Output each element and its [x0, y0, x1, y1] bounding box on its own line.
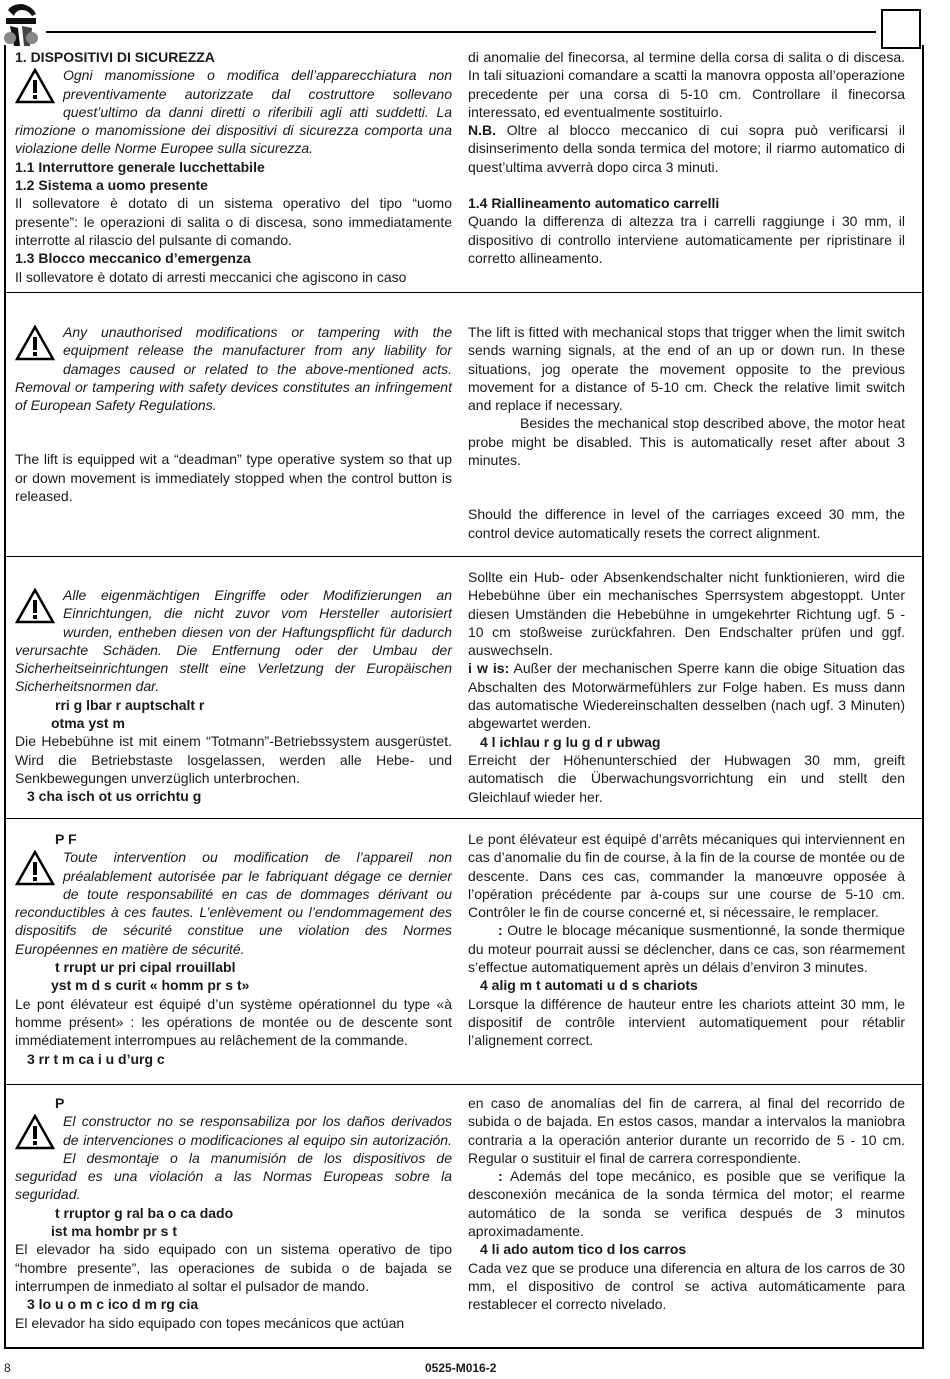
safety-warning-text: El constructor no se responsabiliza por los daños derivados de intervenciones o modificaciones al equipo sin autorización. El desmontaje o la manumisión de los dispositivos de seguridad es una violación a las Normas Europeas sobre la seguridad. — [15, 1113, 452, 1203]
section-heading: 4 li ado autom tico d los carros — [480, 1241, 687, 1258]
section-en-left — [15, 305, 452, 505]
body-paragraph: The lift is fitted with mechanical stops that trigger when the limit switch sends warning signals, at the end of an up or down run. In these situations, jog operate the movement opposite to the previous movement for a distance of 5-10 cm. Check the relative limit switch and replace if necessary. — [468, 324, 905, 414]
section-heading: otma yst m — [51, 715, 125, 732]
section-de-right — [468, 568, 905, 806]
body-paragraph: Die Hebebühne ist mit einem “Totmann”-Betriebssystem ausgerüstet. Wird die Betriebstaste losgelassen, werden alle Hebe- und Senkbewegungen unverzüglich unterbrochen. — [15, 733, 452, 786]
body-paragraph: en caso de anomalías del fin de carrera, al final del recorrido de subida o de bajada. En estos casos, mandar a intervalos la maniobra contraria a la operación anterior durante un recorrido de 5 - 10 cm. Regular o sustituir el final de carrera correspondiente. — [468, 1095, 905, 1166]
body-paragraph: Quando la differenza di altezza tra i carrelli raggiunge i 30 mm, il dispositivo di controllo interviene automaticamente per ripristinare il corretto allineamento. — [468, 213, 905, 266]
body-paragraph: Besides the mechanical stop described above, the motor heat probe might be disabled. This is automatically reset after about 3 minutes. — [468, 415, 905, 469]
warning-triangle-icon — [15, 850, 55, 886]
section-fr-left — [15, 830, 452, 1068]
section-heading: t rrupt ur pri cipal rrouillabl — [55, 959, 236, 976]
body-paragraph: El elevador ha sido equipado con un sistema operativo de tipo “hombre presente”, las operaciones de subida o de bajada se interrumpen de inmediato al soltar el pulsador de mando. — [15, 1241, 452, 1294]
section-heading: 1.1 Interruttore generale lucchettabile — [15, 158, 265, 175]
section-es-right — [468, 1094, 905, 1314]
body-paragraph: Sollte ein Hub- oder Absenkendschalter nicht funktionieren, wird die Hebebühne über ein mechanisches Sperrsystem abgestoppt. Unter diesen Umständen die Hebebühne in umgekehrter Richtung ugf. 5 - 10 cm stoßweise zurückfahren. Den Endschalter prüfen und ggf. auswechseln. — [468, 569, 905, 659]
section-heading: 1.3 Blocco meccanico d’emergenza — [15, 250, 251, 267]
warning-triangle-icon — [15, 325, 55, 361]
section-divider — [4, 292, 922, 293]
body-paragraph: di anomalie del finecorsa, al termine della corsa di salita o di discesa. In tali situazioni comandare a scatti la manovra opposta all’operazione precedente per una corsa di 5-10 cm. Controllare il finecorsa interessato, ed eventualmente sostituirlo. — [468, 49, 905, 120]
section-heading: 3 cha isch ot us orrichtu g — [27, 788, 202, 805]
section-heading: P — [55, 1095, 65, 1111]
section-es-left — [15, 1094, 452, 1332]
body-paragraph: El elevador ha sido equipado con topes mecánicos que actúan — [15, 1314, 405, 1331]
page-box — [881, 9, 921, 49]
spacer — [15, 568, 452, 586]
body-paragraph: Il sollevatore è dotato di un sistema operativo del tipo “uomo presente”: le operazioni di salita o di discesa, sono immediatamente interrotte al rilascio del pulsante di comando. — [15, 195, 452, 248]
section-it-right — [468, 48, 905, 267]
safety-warning-text: Alle eigenmächtigen Eingriffe oder Modifizierungen an Einrichtungen, die nicht zuvor vom Hersteller autorisiert wurden, entheben diesen von der Haftungspflicht für dadurch verursachte Schäden. Die Entfernung oder der Umbau der Sicherheitseinrichtungen stellt eine Verletzung der Europäischen Sicherheitsnormen dar. — [15, 587, 452, 695]
warning-triangle-icon — [15, 68, 55, 104]
section-heading: 1.4 Riallineamento automatico carrelli — [468, 195, 720, 212]
section-en-right — [468, 305, 905, 542]
section-de-left — [15, 568, 452, 806]
section-heading: yst m d s curit « homm pr s t» — [51, 977, 250, 994]
section-heading: t rruptor g ral ba o ca dado — [55, 1204, 234, 1221]
section-divider — [4, 556, 922, 557]
note-paragraph: : Además del tope mecánico, es posible que se verifique la desconexión mecánica de la sonda térmica del motor; el rearme automático de la sonda se verifica después de 3 minutos aproximadamente. — [468, 1168, 905, 1240]
safety-warning-text: Ogni manomissione o modifica dell’apparecchiatura non preventivamente autorizzate dal costruttore sollevano quest’ultimo da danni diretti o riferibili agli atti suddetti. La rimozione o manomissione dei dispositivi di sicurezza comporta una violazione delle Norme Europee sulla sicurezza. — [15, 67, 452, 157]
spacer — [15, 432, 452, 450]
section-heading: 1. DISPOSITIVI DI SICUREZZA — [15, 49, 215, 65]
spacer — [468, 487, 905, 505]
body-paragraph: Lorsque la différence de hauteur entre les chariots atteint 30 mm, le dispositif de contrôle intervient automatiquement pour rétablir l’alignement correct. — [468, 995, 905, 1049]
header-rule — [46, 31, 876, 33]
safety-warning-text: Toute intervention ou modification de l’appareil non préalablement autorisée par le fabriquant dégage ce dernier de toute responsabilité en cas de dommages dérivant ou reconductibles à ces fautes. L’enlèvement ou l’endommagement des dispositifs de sécurité constitue une violation des Normes Européennes en matière de sécurité. — [15, 849, 452, 957]
body-paragraph: Should the difference in level of the carriages exceed 30 mm, the control device automatically resets the correct alignment. — [468, 506, 905, 541]
section-fr-right — [468, 830, 905, 1050]
section-heading: 4 alig m t automati u d s chariots — [480, 977, 698, 994]
section-heading: P F — [55, 831, 77, 847]
section-it-left — [15, 48, 452, 286]
spacer — [468, 305, 905, 323]
body-paragraph: Il sollevatore è dotato di arresti meccanici che agiscono in caso — [15, 268, 407, 285]
section-heading: 3 rr t m ca i u d’urg c — [27, 1050, 165, 1067]
spacer — [468, 176, 905, 194]
section-heading: ist ma hombr pr s t — [51, 1223, 178, 1240]
spacer — [468, 469, 905, 487]
spacer — [15, 305, 452, 323]
body-paragraph: Erreicht der Höhenunterschied der Hubwagen 30 mm, greift automatisch die Überwachungsvorrichtung ein und stellt den Gleichlauf wieder her. — [468, 751, 905, 805]
document-code: 0525-M016-2 — [425, 1361, 497, 1375]
section-divider — [4, 818, 922, 819]
body-paragraph: Cada vez que se produce una diferencia en altura de los carros de 30 mm, el dispositivo de control se activa automáticamente para restablecer el correcto nivelado. — [468, 1259, 905, 1313]
section-heading: 4 l ichlau r g lu g d r ubwag — [480, 733, 661, 750]
spacer — [15, 414, 452, 432]
section-heading: rri g lbar r auptschalt r — [55, 696, 205, 713]
body-paragraph: Le pont élévateur est équipé d’arrêts mécaniques qui interviennent en cas d’anomalie du fin de course, à la fin de la course de montée ou de descente. Dans ces cas, commander la manœuvre opposée à l’opération précédente par à-coups sur une course de 5-10 cm. Contrôler le fin de course concerné et, si nécessaire, le remplacer. — [468, 831, 905, 921]
warning-triangle-icon — [15, 1114, 55, 1150]
safety-warning-text: Any unauthorised modifications or tampering with the equipment release the manufacturer from any liability for damages caused or related to the above-mentioned acts. Removal or tampering with safety devices constitutes an infringement of European Safety Regulations. — [15, 324, 452, 414]
note-label: : — [498, 1168, 503, 1185]
note-label: N.B. — [468, 122, 496, 139]
warning-triangle-icon — [15, 588, 55, 624]
note-label: : — [498, 922, 503, 939]
note-label: i w is: — [468, 660, 510, 677]
body-paragraph: Le pont élévateur est équipé d’un système opérationnel du type «à homme présent» : les opérations de montée ou de descente sont immédiatement interrompues au relâchement de la commande. — [15, 995, 452, 1049]
body-paragraph: The lift is equipped wit a “deadman” type operative system so that up or down movement is immediately stopped when the control button is released. — [15, 451, 452, 505]
note-paragraph: : Outre le blocage mécanique susmentionné, la sonde thermique du moteur pourrait aussi se déclencher, dans ce cas, son réarmement s’effectue automatiquement après un délais d’environ 3 minutes. — [468, 922, 905, 976]
note-paragraph: N.B. Oltre al blocco meccanico di cui sopra può verificarsi il disinserimento della sonda termica del motore; il riarmo automatico di quest’ultima avverrà dopo circa 3 minuti. — [468, 122, 905, 175]
section-heading: 3 lo u o m c ico d m rg cia — [27, 1296, 199, 1313]
section-heading: 1.2 Sistema a uomo presente — [15, 177, 208, 194]
page-number: 8 — [4, 1361, 11, 1375]
manufacturer-logo-icon — [2, 2, 42, 48]
section-divider — [4, 1084, 922, 1085]
note-paragraph: i w is: Außer der mechanischen Sperre kann die obige Situation das Abschalten des Motorwärmefühlers zur Folge haben. Es muss dann das automatische Wiedereinschalten desselben (nach ugf. 3 Minuten) abgewartet werden. — [468, 660, 905, 732]
